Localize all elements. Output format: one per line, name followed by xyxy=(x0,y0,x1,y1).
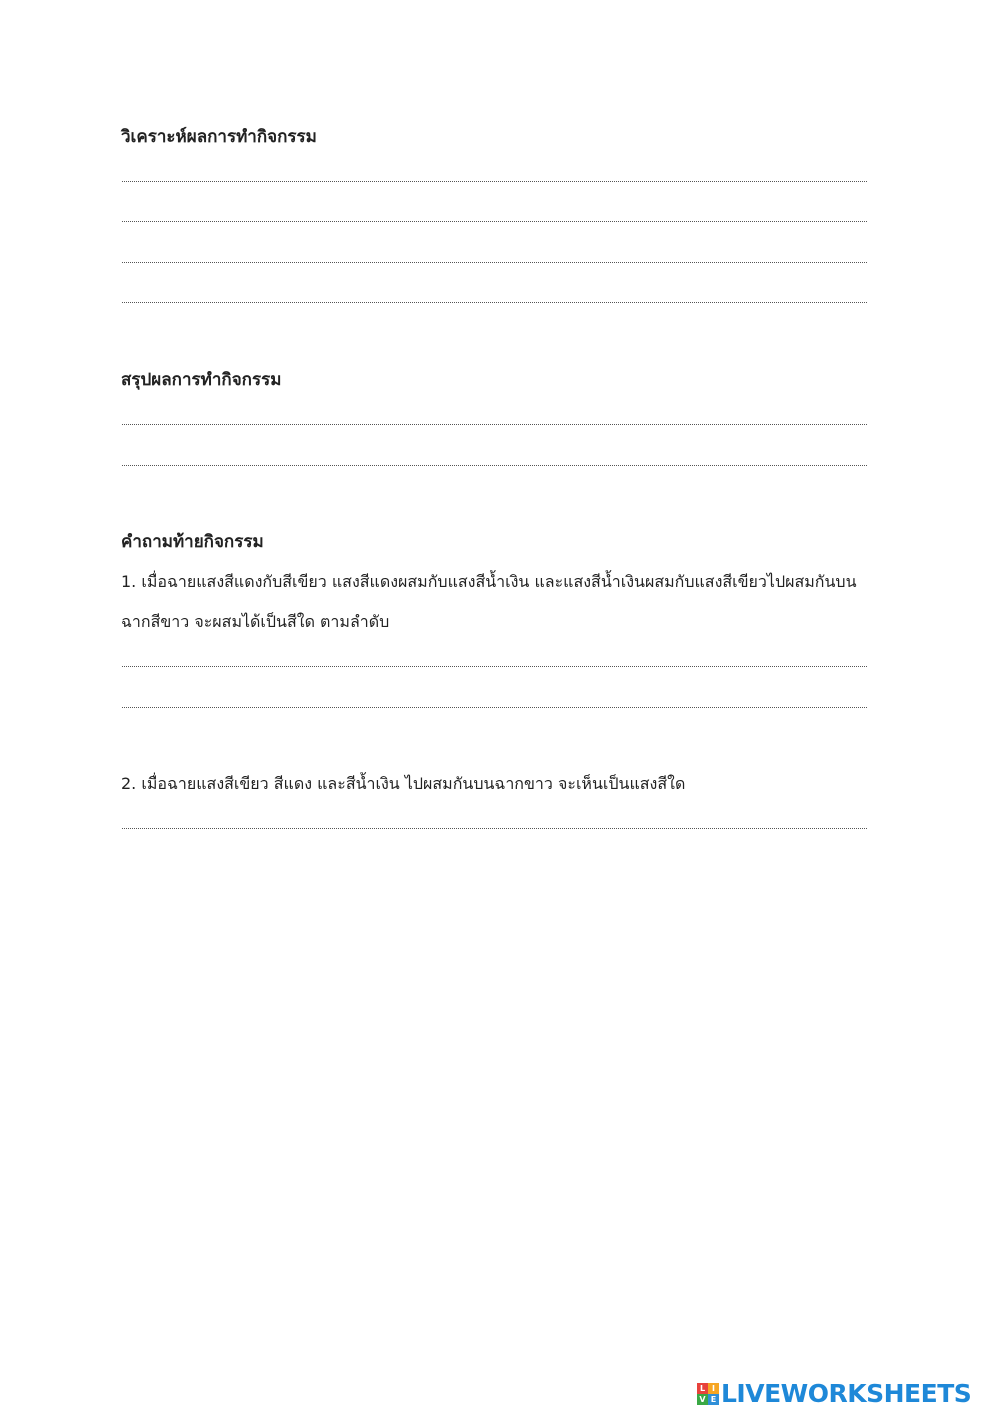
analysis-answer-2[interactable] xyxy=(122,194,867,224)
question-1-answer-1[interactable] xyxy=(122,639,867,669)
liveworksheets-logo[interactable] xyxy=(697,1379,971,1409)
live-block-i: I xyxy=(708,1383,719,1394)
live-block-v: V xyxy=(697,1394,708,1405)
analysis-heading: วิเคราะห์ผลการทำกิจกรรม xyxy=(121,127,317,147)
conclusion-answer-1[interactable] xyxy=(122,397,867,427)
question-1-line-1: 1. เมื่อฉายแสงสีแดงกับสีเขียว แสงสีแดงผสมกับแสงสีน้ำเงิน และแสงสีน้ำเงินผสมกับแสงสีเขียวไปผสมกันบน xyxy=(121,572,857,591)
questions-heading: คำถามท้ายกิจกรรม xyxy=(121,532,264,552)
question-2: 2. เมื่อฉายแสงสีเขียว สีแดง และสีน้ำเงิน ไปผสมกันบนฉากขาว จะเห็นเป็นแสงสีใด xyxy=(121,774,686,793)
live-block-e: E xyxy=(708,1394,719,1405)
analysis-answer-3[interactable] xyxy=(122,235,867,265)
analysis-answer-4[interactable] xyxy=(122,275,867,305)
conclusion-heading: สรุปผลการทำกิจกรรม xyxy=(121,370,282,390)
question-1-line-2: ฉากสีขาว จะผสมได้เป็นสีใด ตามลำดับ xyxy=(121,612,390,631)
brand-name: LIVEWORKSHEETS xyxy=(721,1379,972,1408)
question-1-answer-2[interactable] xyxy=(122,680,867,710)
live-blocks-icon xyxy=(697,1383,719,1405)
conclusion-answer-2[interactable] xyxy=(122,438,867,468)
live-block-l: L xyxy=(697,1383,708,1394)
question-2-answer[interactable] xyxy=(122,801,867,831)
analysis-answer-1[interactable] xyxy=(122,154,867,184)
